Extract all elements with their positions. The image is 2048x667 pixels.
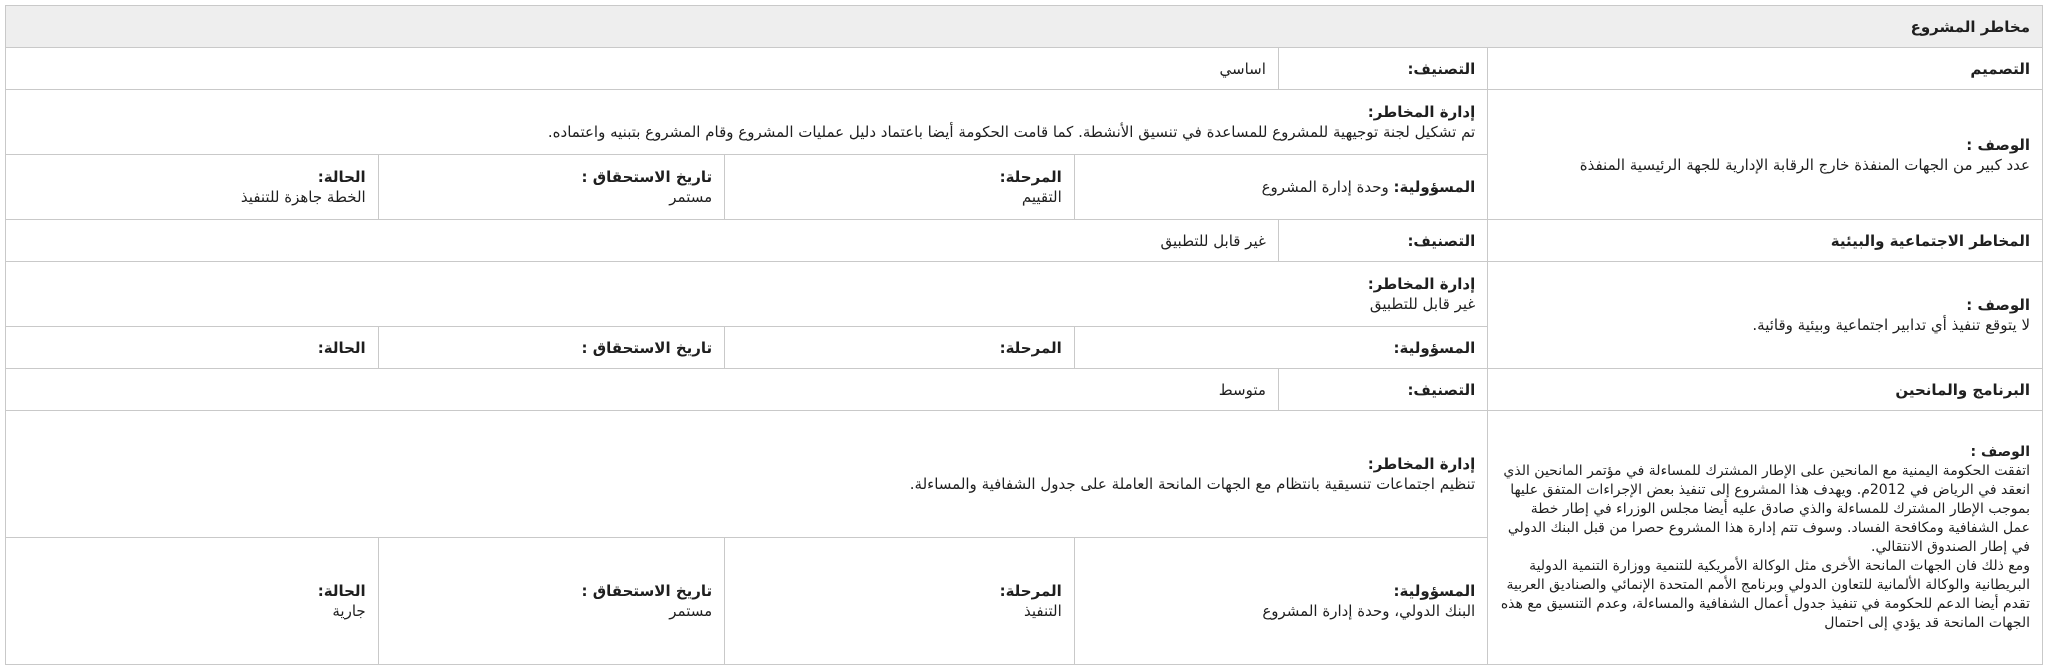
risk-category: البرنامج والمانحين [1488, 369, 2043, 411]
classification-value: اساسي [6, 48, 1279, 90]
risk-category: المخاطر الاجتماعية والبيئية [1488, 220, 2043, 262]
classification-label: التصنيف: [1278, 48, 1487, 90]
description-label: الوصف : [1966, 296, 2030, 314]
risk-description-cell [1488, 262, 2043, 369]
risk-management-text: غير قابل للتطبيق [1369, 295, 1476, 313]
classification-value: متوسط [6, 369, 1279, 411]
risk-description: عدد كبير من الجهات المنفذة خارج الرقابة الإدارية للجهة الرئيسية المنفذة [1579, 155, 2030, 174]
risk-description: لا يتوقع تنفيذ أي تدابير اجتماعية وبيئية وقائية. [1752, 316, 2030, 334]
risk-category-row [6, 369, 2043, 411]
due-date-value: مستمر [669, 188, 713, 206]
due-date-value: مستمر [669, 602, 713, 620]
phase-label: المرحلة: [999, 338, 1062, 357]
phase-cell [725, 538, 1075, 665]
risk-description-cell [1488, 90, 2043, 220]
due-date-cell [378, 327, 724, 369]
responsibility-label: المسؤولية: [1393, 338, 1476, 357]
due-date-cell [378, 538, 724, 665]
phase-value: التقييم [1021, 188, 1062, 206]
table-title: مخاطر المشروع [6, 6, 2043, 48]
classification-label: التصنيف: [1278, 369, 1487, 411]
classification-value: غير قابل للتطبيق [6, 220, 1279, 262]
phase-label: المرحلة: [999, 168, 1062, 186]
risk-description-cell [1488, 411, 2043, 665]
risk-description: اتفقت الحكومة اليمنية مع المانحين على الإطار المشترك للمساءلة في مؤتمر المانحين الذي انعقد في الرياض في 2012م. ويهدف هذا المشروع إلى تنفيذ بعض الإجراءات المتفق عليها بموجب الإطار المشترك للمساءلة والذي صادق عليه أيضا مجلس الوزراء في إطار خطة عمل الشفافية ومكافحة الفساد. وسوف تتم إدارة هذا المشروع حصرا من قبل البنك الدولي في إطار الصندوق الانتقالي. [1503, 462, 2030, 555]
status-value: الخطة جاهزة للتنفيذ [240, 188, 366, 206]
phase-label: المرحلة: [999, 582, 1062, 600]
classification-label: التصنيف: [1278, 220, 1487, 262]
responsibility-value: البنك الدولي، وحدة إدارة المشروع [1262, 602, 1476, 620]
risk-management-text: تنظيم اجتماعات تنسيقية بانتظام مع الجهات المانحة العاملة على جدول الشفافية والمساءلة. [909, 475, 1476, 493]
project-risks-table [5, 5, 2043, 665]
responsibility-label: المسؤولية: [1393, 582, 1476, 600]
risk-management-label: إدارة المخاطر: [1367, 103, 1476, 121]
risk-management-row [6, 411, 2043, 538]
due-date-label: تاريخ الاستحقاق : [581, 582, 713, 600]
responsibility-label: المسؤولية: [1393, 178, 1476, 196]
description-label: الوصف : [1970, 443, 2030, 460]
status-value: جارية [332, 602, 366, 620]
risk-management-row [6, 90, 2043, 155]
responsibility-cell [1074, 155, 1487, 220]
risk-management-row [6, 262, 2043, 327]
risk-group [6, 220, 2043, 369]
responsibility-cell [1074, 327, 1487, 369]
responsibility-cell [1074, 538, 1487, 665]
risk-category-row [6, 220, 2043, 262]
responsibility-value: وحدة إدارة المشروع [1261, 178, 1389, 196]
phase-cell [725, 327, 1075, 369]
risk-group [6, 369, 2043, 665]
risk-management-cell [6, 90, 1488, 155]
status-cell [6, 155, 379, 220]
status-label: الحالة: [317, 168, 366, 186]
phase-cell [725, 155, 1075, 220]
risk-description-continued: ومع ذلك فان الجهات المانحة الأخرى مثل الوكالة الأمريكية للتنمية ووزارة التنمية الدولية البريطانية والوكالة الألمانية للتعاون الدولي وبرنامج الأمم المتحدة الإنمائي والصناديق العربية تقدم أيضا الدعم للحكومة في تنفيذ جدول أعمال الشفافية والمساءلة، وعدم التنسيق مع هذه الجهات المانحة قد يؤدي إلى احتمال [1500, 557, 2030, 631]
description-label: الوصف : [1966, 135, 2030, 154]
risk-management-label: إدارة المخاطر: [1367, 275, 1476, 293]
risk-category: التصميم [1488, 48, 2043, 90]
risk-management-label: إدارة المخاطر: [1367, 455, 1476, 473]
due-date-label: تاريخ الاستحقاق : [581, 338, 713, 357]
risk-management-cell [6, 262, 1488, 327]
status-cell [6, 327, 379, 369]
due-date-cell [378, 155, 724, 220]
table-title-row [6, 6, 2043, 48]
risk-management-cell [6, 411, 1488, 538]
risk-group [6, 48, 2043, 220]
status-label: الحالة: [317, 582, 366, 600]
status-cell [6, 538, 379, 665]
due-date-label: تاريخ الاستحقاق : [581, 168, 713, 186]
risk-management-text: تم تشكيل لجنة توجيهية للمشروع للمساعدة في تنسيق الأنشطة. كما قامت الحكومة أيضا باعتماد دليل عمليات المشروع وقام المشروع بتبنيه واعتماده. [547, 123, 1476, 141]
risk-category-row [6, 48, 2043, 90]
phase-value: التنفيذ [1024, 602, 1062, 620]
status-label: الحالة: [317, 338, 366, 357]
